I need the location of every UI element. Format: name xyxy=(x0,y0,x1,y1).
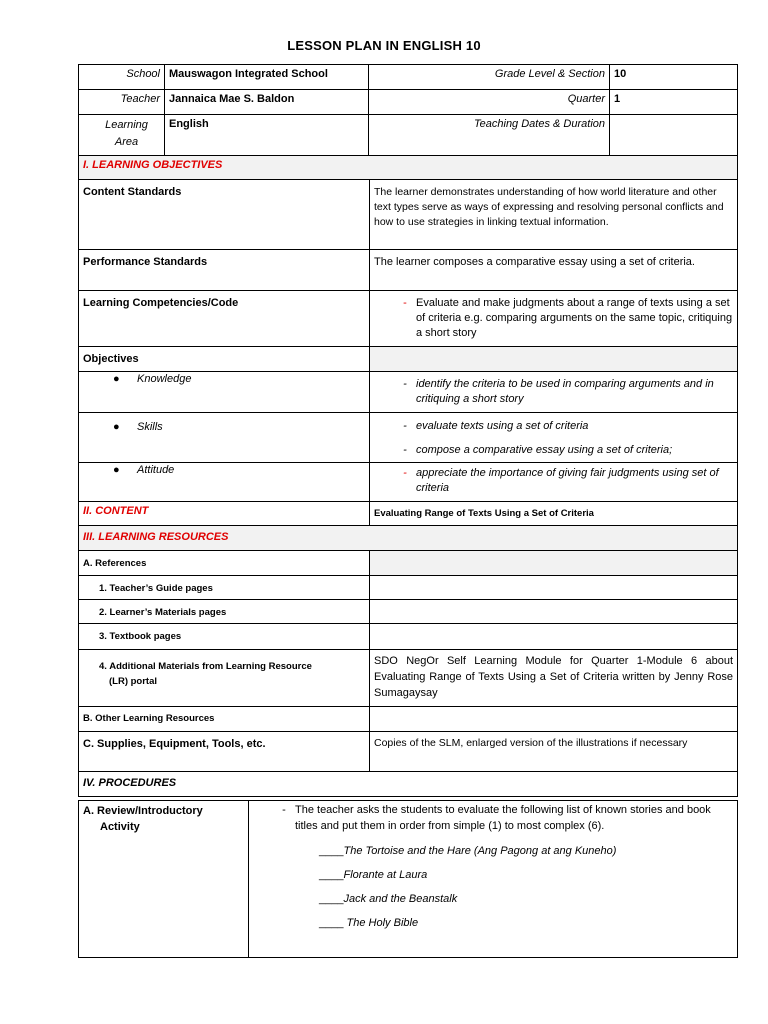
other-resources-value xyxy=(370,707,738,732)
learners-materials-value xyxy=(370,600,738,624)
performance-standards-value: The learner composes a comparative essay using a set of criteria. xyxy=(370,250,738,291)
performance-standards-label: Performance Standards xyxy=(79,250,370,291)
review-label-line-2: Activity xyxy=(100,821,140,833)
knowledge-value xyxy=(370,372,738,413)
teachers-guide-value xyxy=(370,576,738,600)
content-standards-value: The learner demonstrates understanding of how world literature and other text types serve as ways of expressing and resolving personal conflicts and how to use strategies in linking textual information. xyxy=(370,180,738,250)
bullet-marker: ● xyxy=(113,421,120,433)
story-item xyxy=(319,844,733,859)
dash-marker: - xyxy=(403,444,407,456)
references-label: A. References xyxy=(79,551,370,576)
review-label-line-1: A. Review/Introductory xyxy=(83,805,203,817)
skills-label: Skills xyxy=(137,421,163,433)
story-blank: ____ xyxy=(319,917,347,929)
learners-materials-label: 2. Learner’s Materials pages xyxy=(79,600,370,624)
dates-value xyxy=(610,115,738,157)
additional-materials-line-2: (LR) portal xyxy=(109,676,158,687)
header-table xyxy=(78,64,738,157)
grade-label: Grade Level & Section xyxy=(369,65,610,90)
story-item xyxy=(319,868,733,883)
learning-competencies-label: Learning Competencies/Code xyxy=(79,291,370,347)
story-title: Florante at Laura xyxy=(343,869,428,881)
teacher-value: Jannaica Mae S. Baldon xyxy=(165,90,369,115)
bullet-marker: ● xyxy=(113,373,120,385)
area-label-line-1: Learning xyxy=(105,119,148,131)
content-standards-label: Content Standards xyxy=(79,180,370,250)
review-activity-content xyxy=(249,801,738,958)
textbook-label: 3. Textbook pages xyxy=(79,624,370,650)
area-value: English xyxy=(165,115,369,157)
procedures-heading: IV. PROCEDURES xyxy=(79,772,738,797)
dates-label: Teaching Dates & Duration xyxy=(369,115,610,157)
dash-marker: - xyxy=(403,420,407,432)
additional-materials-label xyxy=(79,650,370,707)
competency-text: Evaluate and make judgments about a range of texts using a set of criteria e.g. comparing arguments on the same topic, critiquing a short story xyxy=(416,297,733,339)
knowledge-label: Knowledge xyxy=(137,373,192,385)
supplies-label: C. Supplies, Equipment, Tools, etc. xyxy=(79,732,370,772)
review-text: The teacher asks the students to evaluate the following list of known stories and book titles and put them in order from simple (1) to most complex (6). xyxy=(295,804,711,832)
objectives-value xyxy=(370,347,738,372)
document-title: LESSON PLAN IN ENGLISH 10 xyxy=(287,38,481,53)
teacher-label: Teacher xyxy=(79,90,165,115)
dash-marker: - xyxy=(403,378,407,390)
attitude-text: appreciate the importance of giving fair judgments using set of criteria xyxy=(416,467,719,494)
other-resources-label: B. Other Learning Resources xyxy=(79,707,370,732)
knowledge-cell xyxy=(79,372,370,413)
teachers-guide-label: 1. Teacher’s Guide pages xyxy=(79,576,370,600)
story-blank: ____ xyxy=(319,845,344,857)
skills-text-1: evaluate texts using a set of criteria xyxy=(416,420,589,432)
dash-marker: - xyxy=(282,804,286,816)
skills-cell xyxy=(79,413,370,463)
textbook-value xyxy=(370,624,738,650)
procedures-table xyxy=(78,800,738,958)
main-table xyxy=(78,155,738,797)
skills-text-2: compose a comparative essay using a set of criteria; xyxy=(416,444,673,456)
grade-value: 10 xyxy=(610,65,738,90)
story-blank: ____ xyxy=(319,893,344,905)
review-activity-label xyxy=(79,801,249,958)
knowledge-text: identify the criteria to be used in comparing arguments and in critiquing a short story xyxy=(416,378,714,405)
additional-materials-line-1: 4. Additional Materials from Learning Resource xyxy=(99,661,312,672)
additional-materials-value: SDO NegOr Self Learning Module for Quarter 1-Module 6 about Evaluating Range of Texts Using a Set of Criteria written by Jenny Rose Sumagaysay xyxy=(370,650,738,707)
learning-resources-heading: III. LEARNING RESOURCES xyxy=(79,526,738,551)
dash-marker: - xyxy=(403,297,407,309)
attitude-label: Attitude xyxy=(137,464,175,476)
story-item xyxy=(319,916,733,931)
story-title: The Tortoise and the Hare (Ang Pagong at ang Kuneho) xyxy=(343,845,617,857)
story-title: Jack and the Beanstalk xyxy=(343,893,458,905)
learning-competencies-value xyxy=(370,291,738,347)
references-value xyxy=(370,551,738,576)
bullet-marker: ● xyxy=(113,464,120,476)
skills-value xyxy=(370,413,738,463)
story-title: The Holy Bible xyxy=(346,917,419,929)
area-label-line-2: Area xyxy=(114,136,139,148)
story-blank: ____ xyxy=(319,869,344,881)
learning-objectives-heading: I. LEARNING OBJECTIVES xyxy=(79,156,738,180)
objectives-label: Objectives xyxy=(79,347,370,372)
quarter-value: 1 xyxy=(610,90,738,115)
school-label: School xyxy=(79,65,165,90)
content-heading: II. CONTENT xyxy=(79,502,370,526)
area-label xyxy=(79,115,165,157)
dash-marker: - xyxy=(403,467,407,479)
supplies-value: Copies of the SLM, enlarged version of the illustrations if necessary xyxy=(370,732,738,772)
quarter-label: Quarter xyxy=(369,90,610,115)
content-value: Evaluating Range of Texts Using a Set of Criteria xyxy=(370,502,738,526)
attitude-cell xyxy=(79,463,370,502)
attitude-value xyxy=(370,463,738,502)
story-item xyxy=(319,892,733,907)
school-value: Mauswagon Integrated School xyxy=(165,65,369,90)
